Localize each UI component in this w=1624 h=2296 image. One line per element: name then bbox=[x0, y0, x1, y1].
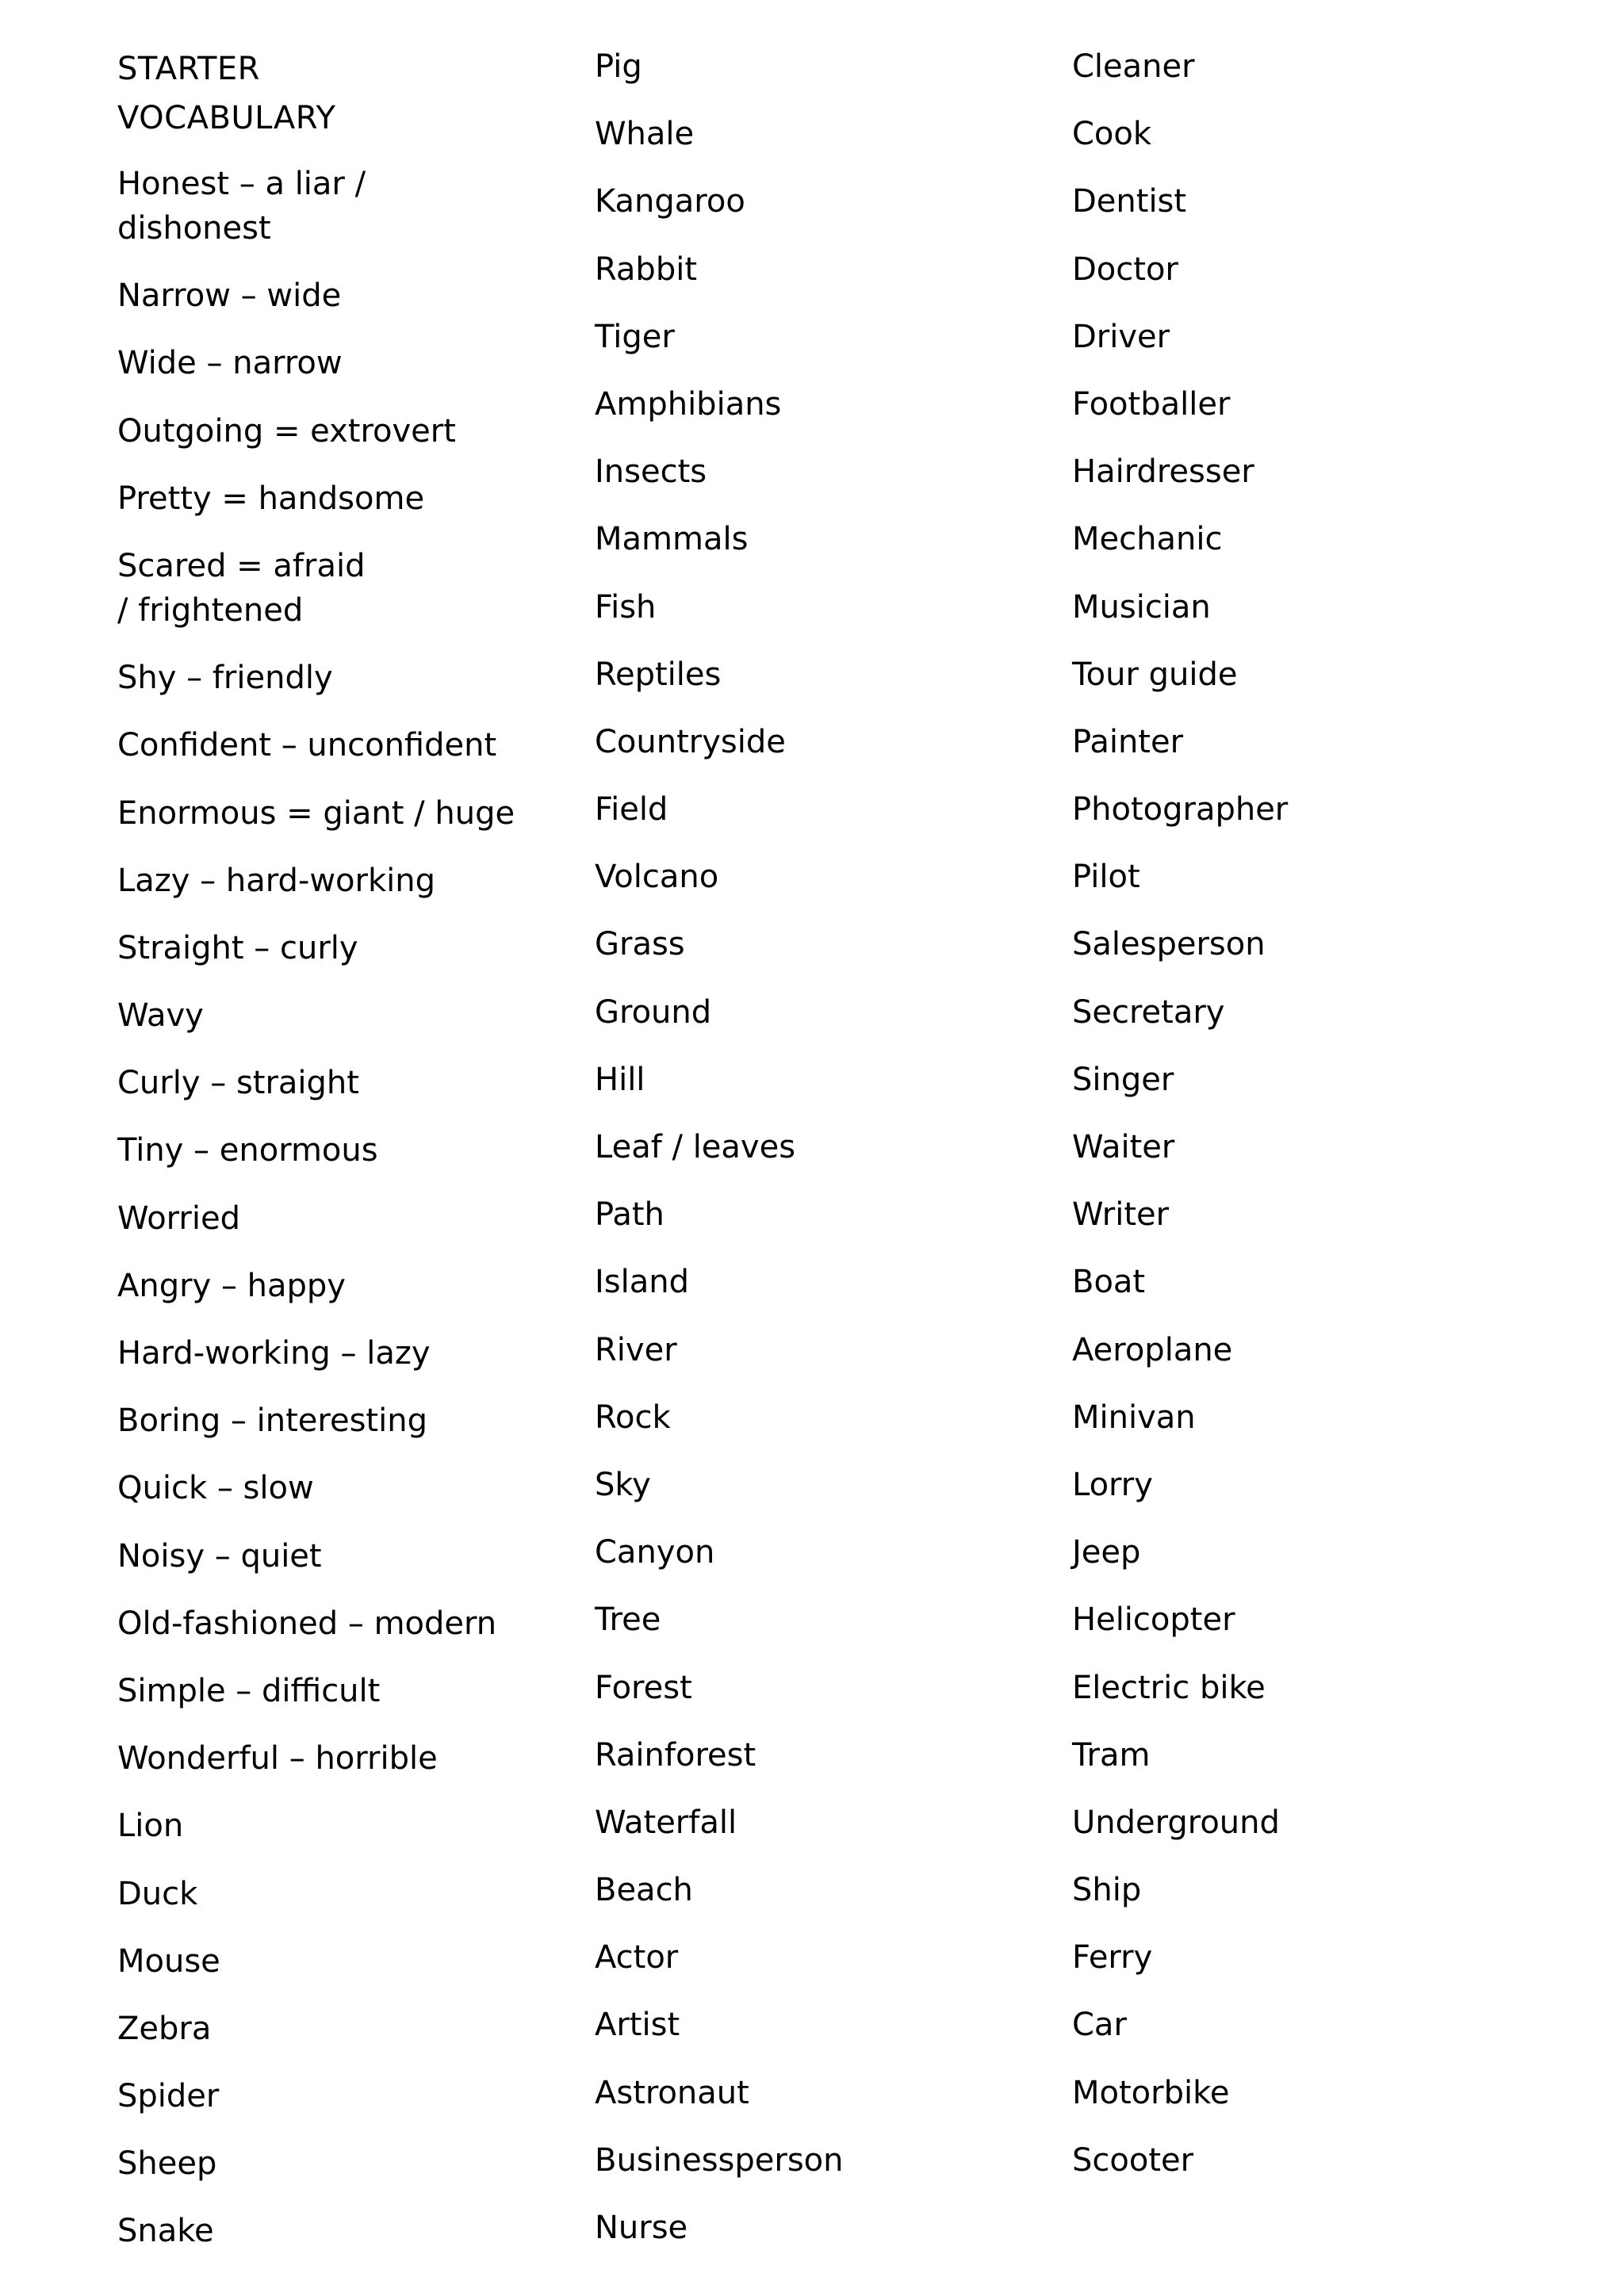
vocabulary-column-2 bbox=[595, 44, 1071, 2273]
vocabulary-item: Tiny – enormous bbox=[117, 1132, 378, 1169]
vocabulary-item: Underground bbox=[1072, 1804, 1280, 1841]
vocabulary-list-3 bbox=[1072, 44, 1548, 2183]
vocabulary-item: Simple – difficult bbox=[117, 1672, 381, 1709]
vocabulary-item: Grass bbox=[595, 926, 685, 963]
vocabulary-item: Shy – friendly bbox=[117, 660, 333, 697]
vocabulary-item: Singer bbox=[1072, 1061, 1174, 1098]
vocabulary-item: Lazy – hard-working bbox=[117, 862, 435, 899]
vocabulary-item: Noisy – quiet bbox=[117, 1537, 322, 1575]
vocabulary-item: Artist bbox=[595, 2007, 680, 2044]
vocabulary-item: Car bbox=[1072, 2007, 1127, 2044]
vocabulary-item: Island bbox=[595, 1264, 690, 1301]
vocabulary-item: Pilot bbox=[1072, 859, 1140, 896]
vocabulary-item: Actor bbox=[595, 1939, 679, 1976]
page-title: STARTER VOCABULARY bbox=[117, 51, 336, 136]
vocabulary-item: Pig bbox=[595, 48, 642, 85]
vocabulary-item: Motorbike bbox=[1072, 2074, 1230, 2111]
vocabulary-item: Amphibians bbox=[595, 385, 782, 423]
vocabulary-item: Honest – a liar / dishonest bbox=[117, 166, 366, 247]
vocabulary-item: Ferry bbox=[1072, 1939, 1153, 1976]
vocabulary-item: Tree bbox=[595, 1601, 661, 1639]
vocabulary-item: Whale bbox=[595, 116, 695, 153]
vocabulary-item: Countryside bbox=[595, 723, 786, 760]
vocabulary-item: Zebra bbox=[117, 2010, 212, 2047]
vocabulary-item: Wide – narrow bbox=[117, 345, 343, 382]
vocabulary-item: Musician bbox=[1072, 588, 1211, 626]
vocabulary-item: Rabbit bbox=[595, 251, 698, 288]
vocabulary-item: Field bbox=[595, 791, 668, 828]
vocabulary-item: Path bbox=[595, 1196, 665, 1234]
vocabulary-item: Boring – interesting bbox=[117, 1402, 427, 1440]
vocabulary-item: Quick – slow bbox=[117, 1470, 314, 1507]
vocabulary-item: Worried bbox=[117, 1200, 240, 1237]
vocabulary-item: Astronaut bbox=[595, 2074, 749, 2111]
vocabulary-item: Straight – curly bbox=[117, 929, 358, 966]
vocabulary-item: Doctor bbox=[1072, 251, 1178, 288]
vocabulary-item: Mechanic bbox=[1072, 521, 1223, 558]
vocabulary-item: Pretty = handsome bbox=[117, 480, 425, 517]
vocabulary-item: River bbox=[595, 1331, 677, 1368]
vocabulary-item: Reptiles bbox=[595, 656, 722, 693]
vocabulary-item: Rainforest bbox=[595, 1736, 756, 1774]
vocabulary-item: Ground bbox=[595, 993, 712, 1031]
vocabulary-item: Nurse bbox=[595, 2210, 688, 2246]
vocabulary-item: Boat bbox=[1072, 1264, 1146, 1301]
vocabulary-item: Aeroplane bbox=[1072, 1331, 1233, 1368]
vocabulary-item: Tram bbox=[1072, 1736, 1151, 1774]
vocabulary-item: Rock bbox=[595, 1399, 671, 1436]
vocabulary-item: Canyon bbox=[595, 1534, 715, 1571]
vocabulary-item: Kangaroo bbox=[595, 183, 745, 220]
vocabulary-item: Beach bbox=[595, 1872, 693, 1909]
vocabulary-list-1 bbox=[117, 162, 593, 2253]
vocabulary-item: Minivan bbox=[1072, 1399, 1196, 1436]
vocabulary-item: Hairdresser bbox=[1072, 453, 1254, 491]
vocabulary-item: Curly – straight bbox=[117, 1065, 359, 1102]
vocabulary-column-3 bbox=[1072, 44, 1548, 2206]
vocabulary-item: Helicopter bbox=[1072, 1601, 1235, 1639]
vocabulary-column-1 bbox=[117, 44, 593, 2277]
vocabulary-item: Ship bbox=[1072, 1872, 1142, 1909]
vocabulary-item: Narrow – wide bbox=[117, 277, 342, 315]
vocabulary-item: Old-fashioned – modern bbox=[117, 1605, 497, 1642]
vocabulary-item: Mammals bbox=[595, 521, 749, 558]
vocabulary-item: Writer bbox=[1072, 1196, 1170, 1234]
vocabulary-item: Salesperson bbox=[1072, 926, 1266, 963]
vocabulary-item: Spider bbox=[117, 2078, 220, 2115]
vocabulary-item: Businessperson bbox=[595, 2141, 844, 2179]
vocabulary-item: Snake bbox=[117, 2213, 214, 2250]
vocabulary-item: Driver bbox=[1072, 318, 1170, 355]
vocabulary-item: Wavy bbox=[117, 997, 204, 1035]
vocabulary-item: Fish bbox=[595, 588, 657, 626]
vocabulary-item: Cleaner bbox=[1072, 48, 1195, 85]
vocabulary-item: Hard-working – lazy bbox=[117, 1335, 431, 1372]
vocabulary-item: Forest bbox=[595, 1669, 692, 1706]
vocabulary-item: Sky bbox=[595, 1466, 651, 1503]
vocabulary-item: Lion bbox=[117, 1808, 184, 1845]
vocabulary-item: Wonderful – horrible bbox=[117, 1740, 438, 1777]
vocabulary-item: Secretary bbox=[1072, 993, 1225, 1031]
vocabulary-item: Scooter bbox=[1072, 2141, 1194, 2179]
vocabulary-item: Enormous = giant / huge bbox=[117, 794, 515, 832]
vocabulary-item: Waterfall bbox=[595, 1804, 737, 1841]
vocabulary-item: Insects bbox=[595, 453, 707, 491]
vocabulary-item: Sheep bbox=[117, 2145, 217, 2183]
vocabulary-item: Footballer bbox=[1072, 385, 1231, 423]
vocabulary-item: Tiger bbox=[595, 318, 675, 355]
vocabulary-item: Mouse bbox=[117, 1942, 220, 1980]
vocabulary-item: Confident – unconfident bbox=[117, 727, 497, 764]
vocabulary-item: Jeep bbox=[1072, 1534, 1141, 1571]
vocabulary-item: Lorry bbox=[1072, 1466, 1153, 1503]
vocabulary-item: Photographer bbox=[1072, 791, 1289, 828]
vocabulary-item: Waiter bbox=[1072, 1129, 1175, 1165]
vocabulary-item: Leaf / leaves bbox=[595, 1129, 796, 1165]
vocabulary-item: Hill bbox=[595, 1061, 645, 1098]
vocabulary-item: Dentist bbox=[1072, 183, 1187, 220]
vocabulary-item: Cook bbox=[1072, 116, 1152, 153]
vocabulary-item: Volcano bbox=[595, 859, 719, 896]
vocabulary-item: Scared = afraid / frightened bbox=[117, 547, 366, 629]
vocabulary-list-2 bbox=[595, 44, 1071, 2250]
vocabulary-item: Outgoing = extrovert bbox=[117, 412, 456, 450]
vocabulary-item: Tour guide bbox=[1072, 656, 1238, 693]
vocabulary-item: Painter bbox=[1072, 723, 1184, 760]
vocabulary-item: Angry – happy bbox=[117, 1267, 346, 1304]
vocabulary-item: Duck bbox=[117, 1875, 198, 1912]
vocabulary-item: Electric bike bbox=[1072, 1669, 1266, 1706]
